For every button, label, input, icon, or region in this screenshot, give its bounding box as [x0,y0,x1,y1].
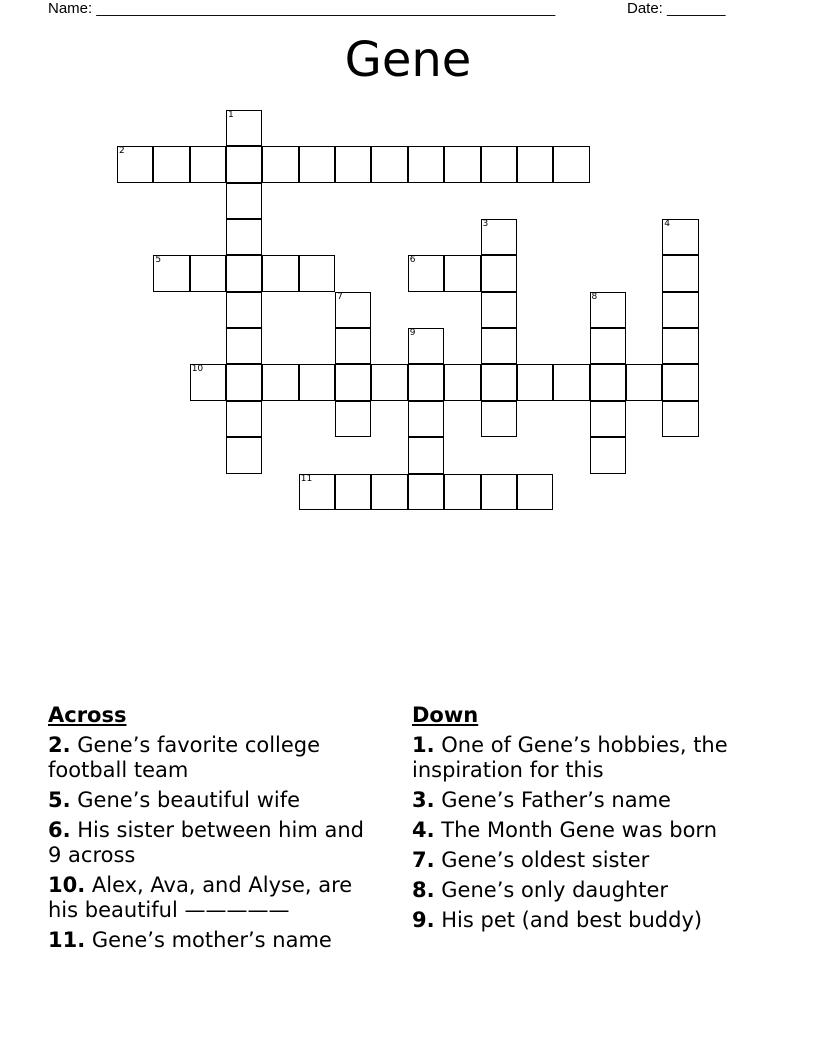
clue-across-5 [48,788,383,813]
across-heading: Across [48,703,127,727]
clue-number: 2. [48,733,71,757]
grid-cell[interactable] [481,219,517,255]
grid-cell[interactable] [662,292,698,328]
down-clues [412,703,772,938]
grid-cell[interactable] [226,255,262,291]
clue-text: His pet (and best buddy) [434,908,703,932]
grid-cell[interactable] [626,364,662,400]
grid-cell[interactable] [662,364,698,400]
clue-number: 1. [412,733,435,757]
grid-cell[interactable] [226,364,262,400]
page-title: Gene [344,32,472,88]
grid-cell[interactable] [335,364,371,400]
clue-down-4 [412,818,772,843]
grid-cell[interactable] [226,146,262,182]
clue-text: Gene’s only daughter [434,878,669,902]
clue-text: Gene’s oldest sister [434,848,650,872]
clue-text: One of Gene’s hobbies, the inspiration for this [412,733,728,782]
grid-cell[interactable] [190,146,226,182]
across-clues [48,703,383,958]
clue-number: 4. [412,818,435,842]
cell-number: 10 [191,364,204,375]
grid-cell[interactable] [335,146,371,182]
grid-cell[interactable] [153,255,189,291]
grid-cell[interactable] [662,219,698,255]
grid-cell[interactable] [408,255,444,291]
grid-cell[interactable] [226,437,262,473]
grid-cell[interactable] [408,328,444,364]
grid-cell[interactable] [299,255,335,291]
grid-cell[interactable] [299,146,335,182]
grid-cell[interactable] [481,364,517,400]
cell-number: 2 [119,146,125,157]
clue-number: 5. [48,788,71,812]
clue-across-6 [48,818,383,868]
cell-number: 4 [664,219,670,230]
grid-cell[interactable] [481,146,517,182]
clue-across-2 [48,733,383,783]
cell-number: 5 [155,255,162,266]
grid-cell[interactable] [262,364,298,400]
grid-cell[interactable] [553,364,589,400]
grid-cell[interactable] [662,255,698,291]
clue-number: 10. [48,873,86,897]
grid-cell[interactable] [517,146,553,182]
crossword-grid [0,0,816,520]
clue-text: His sister between him and 9 across [48,818,364,867]
grid-cell[interactable] [153,146,189,182]
cell-number: 3 [482,219,489,230]
grid-cell[interactable] [226,401,262,437]
cell-number: 8 [591,291,598,302]
clue-text: Gene’s Father’s name [434,788,671,812]
cell-number: 7 [337,291,343,302]
grid-cell[interactable] [481,328,517,364]
clue-down-7 [412,848,772,873]
grid-cell[interactable] [481,292,517,328]
grid-cell[interactable] [590,328,626,364]
grid-cell[interactable] [190,255,226,291]
grid-cell[interactable] [335,328,371,364]
grid-cell[interactable] [335,474,371,510]
grid-cell[interactable] [590,364,626,400]
clue-text: The Month Gene was born [434,818,718,842]
grid-cell[interactable] [226,219,262,255]
cell-number: 6 [409,255,416,266]
clue-number: 11. [48,928,86,952]
cell-number: 11 [300,473,313,484]
grid-cell[interactable] [481,401,517,437]
grid-cell[interactable] [662,401,698,437]
clue-number: 3. [412,788,435,812]
clue-down-8 [412,878,772,903]
clue-across-10 [48,873,383,923]
grid-cell[interactable] [262,146,298,182]
date-field-label: Date: _______ [627,0,726,17]
clue-down-3 [412,788,772,813]
grid-cell[interactable] [190,364,226,400]
clue-text: Gene’s beautiful wife [70,788,301,812]
grid-cell[interactable] [226,292,262,328]
grid-cell[interactable] [335,292,371,328]
clue-number: 9. [412,908,435,932]
grid-cell[interactable] [408,437,444,473]
grid-cell[interactable] [299,364,335,400]
grid-cell[interactable] [444,364,480,400]
grid-cell[interactable] [299,474,335,510]
cell-number: 1 [228,110,234,120]
name-field-label: Name: _______________________________________________________ [48,0,556,17]
grid-cell[interactable] [117,146,153,182]
grid-cell[interactable] [662,328,698,364]
grid-cell[interactable] [444,146,480,182]
grid-cell[interactable] [553,146,589,182]
grid-cell[interactable] [517,364,553,400]
grid-cell[interactable] [262,255,298,291]
grid-cell[interactable] [371,474,407,510]
grid-cell[interactable] [226,183,262,219]
grid-cell[interactable] [590,437,626,473]
grid-cell[interactable] [590,401,626,437]
clue-number: 8. [412,878,435,902]
clue-text: Gene’s favorite college football team [48,733,321,782]
clue-down-1 [412,733,772,783]
clue-text: Gene’s mother’s name [85,928,332,952]
grid-cell[interactable] [481,255,517,291]
grid-cell[interactable] [517,474,553,510]
grid-cell[interactable] [335,401,371,437]
clue-across-11 [48,928,383,953]
grid-cell[interactable] [408,146,444,182]
grid-cell[interactable] [408,474,444,510]
grid-cell[interactable] [408,401,444,437]
clue-number: 7. [412,848,435,872]
grid-cell[interactable] [481,474,517,510]
down-heading: Down [412,703,479,727]
cell-number: 9 [409,328,416,339]
clue-down-9 [412,908,772,933]
grid-cell[interactable] [371,146,407,182]
grid-cell[interactable] [371,364,407,400]
grid-cell[interactable] [590,292,626,328]
grid-cell[interactable] [226,110,262,146]
grid-cell[interactable] [444,474,480,510]
clue-number: 6. [48,818,71,842]
grid-cell[interactable] [226,328,262,364]
grid-cell[interactable] [444,255,480,291]
grid-cell[interactable] [408,364,444,400]
clue-text: Alex, Ava, and Alyse, are his beautiful ————— [48,873,353,922]
